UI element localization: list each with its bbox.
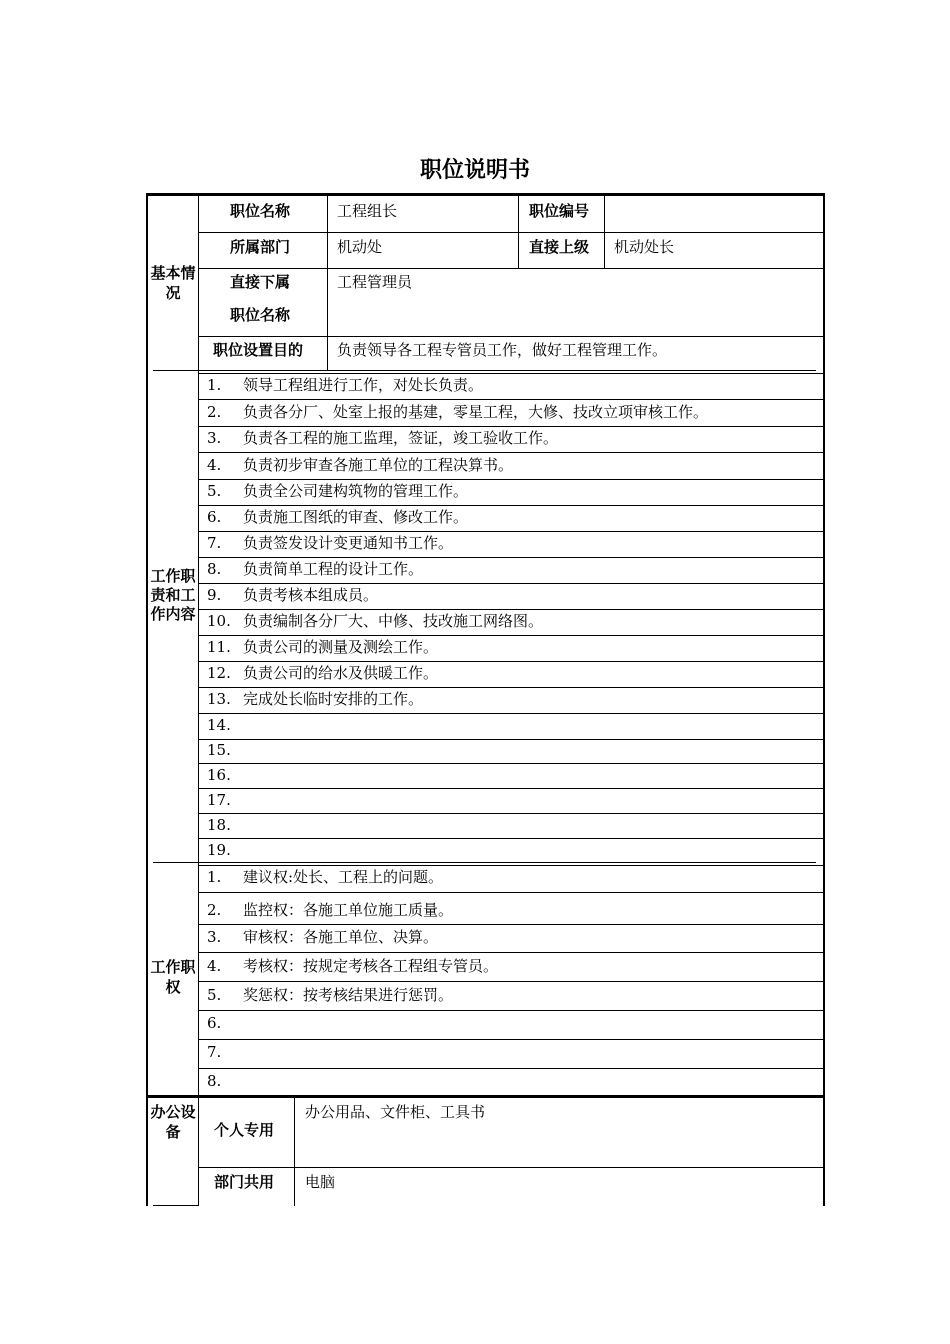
duty-item [207,481,468,501]
department-label: 所属部门 [230,238,291,256]
department-value: 机动处 [337,238,383,256]
duty-item [207,840,243,860]
row-divider [198,557,825,558]
row-divider [198,1039,825,1040]
duty-item [207,585,378,605]
row-divider [198,505,825,506]
section-bottom-line [153,1205,198,1206]
authority-item [207,956,498,976]
item-number: 4. [207,957,222,975]
authority-item [207,1071,243,1091]
section-divider-thick [146,1095,825,1098]
item-text: 负责编制各分厂大、中修、技改施工网络图。 [243,612,544,630]
authority-item [207,927,438,947]
row-divider [198,713,825,714]
row-divider [198,268,825,269]
row-divider [198,1167,825,1168]
authority-item [207,1013,243,1033]
item-number: 2. [207,403,222,421]
equipment-label-divider [294,1098,295,1206]
subordinate-label-2: 职位名称 [230,306,291,324]
item-number: 6. [207,508,222,526]
item-text: 负责简单工程的设计工作。 [243,560,424,578]
item-text: 负责初步审查各施工单位的工程决算书。 [243,456,514,474]
row-divider [198,865,825,866]
row-divider [198,635,825,636]
item-number: 9. [207,586,222,604]
row-divider [198,452,825,453]
row-divider [198,687,825,688]
row-divider [198,531,825,532]
row-divider [198,981,825,982]
item-text: 负责签发设计变更通知书工作。 [243,534,454,552]
row-divider [198,788,825,789]
section-label-equipment: 办公设备 [150,1103,196,1141]
page-title: 职位说明书 [419,158,530,183]
item-text: 负责各分厂、处室上报的基建，零星工程，大修、技改立项审核工作。 [243,403,709,421]
shared-equipment-label: 部门共用 [214,1173,275,1191]
item-number: 6. [207,1014,222,1032]
item-text: 监控权：各施工单位施工质量。 [243,901,454,919]
supervisor-value: 机动处长 [614,238,675,256]
authority-item [207,1042,243,1062]
item-number: 8. [207,560,222,578]
row-divider [198,479,825,480]
section-column-divider [198,195,199,1206]
item-text: 建议权:处长、工程上的问题。 [243,868,444,886]
section-label-authority: 工作职权 [150,958,196,996]
row-divider [198,232,825,233]
duty-item [207,765,243,785]
authority-item [207,867,443,887]
duty-item [207,375,483,395]
item-number: 16. [207,766,231,784]
basic-label-divider [327,196,328,370]
duty-item [207,455,513,475]
item-text: 完成处长临时安排的工作。 [243,690,424,708]
duty-item [207,559,423,579]
row-divider [198,763,825,764]
purpose-value: 负责领导各工程专管员工作，做好工程管理工作。 [337,341,668,359]
section-label-duties: 工作职责和工作内容 [150,567,196,623]
item-text: 负责考核本组成员。 [243,586,379,604]
row-divider [198,1010,825,1011]
item-text: 奖惩权：按考核结果进行惩罚。 [243,986,454,1004]
item-text: 考核权：按规定考核各工程组专管员。 [243,957,499,975]
duty-item [207,611,543,631]
purpose-label: 职位设置目的 [213,341,304,359]
supervisor-label: 直接上级 [529,238,590,256]
row-divider [198,426,825,427]
duty-item [207,689,423,709]
item-number: 12. [207,664,231,682]
item-number: 13. [207,690,231,708]
item-text: 负责各工程的施工监理，签证，竣工验收工作。 [243,429,559,447]
duty-item [207,507,468,527]
row-divider [198,1068,825,1069]
section-divider [153,862,816,863]
item-number: 19. [207,841,231,859]
item-number: 5. [207,986,222,1004]
item-text: 审核权：各施工单位、决算。 [243,928,439,946]
item-number: 7. [207,1043,222,1061]
subordinate-label: 直接下属 [230,273,291,291]
item-number: 1. [207,376,222,394]
row-divider [198,661,825,662]
item-text: 负责公司的测量及测绘工作。 [243,638,439,656]
duty-item [207,637,438,657]
row-divider [198,373,825,374]
duty-item [207,663,438,683]
subordinate-value: 工程管理员 [337,273,413,291]
shared-equipment-value: 电脑 [305,1173,336,1191]
duty-item [207,533,453,553]
authority-item [207,900,453,920]
row-divider [198,813,825,814]
row-divider [198,583,825,584]
row-divider [198,739,825,740]
row-divider [198,924,825,925]
section-divider [153,370,816,371]
item-text: 负责全公司建构筑物的管理工作。 [243,482,469,500]
item-text: 负责施工图纸的审查、修改工作。 [243,508,469,526]
section-label-basic: 基本情况 [150,264,196,302]
item-number: 7. [207,534,222,552]
item-number: 11. [207,638,231,656]
item-number: 3. [207,928,222,946]
authority-item [207,985,453,1005]
duty-item [207,815,243,835]
position-code-label: 职位编号 [529,202,590,220]
item-text: 负责公司的给水及供暖工作。 [243,664,439,682]
item-number: 2. [207,901,222,919]
item-number: 18. [207,816,231,834]
item-number: 10. [207,612,231,630]
duty-item [207,740,243,760]
item-number: 15. [207,741,231,759]
duty-item [207,715,243,735]
item-number: 8. [207,1072,222,1090]
item-number: 14. [207,716,231,734]
row-divider [198,892,825,893]
row-divider [198,952,825,953]
item-text: 领导工程组进行工作，对处长负责。 [243,376,484,394]
personal-equipment-value: 办公用品、文件柜、工具书 [305,1103,486,1121]
duty-item [207,428,558,448]
item-number: 17. [207,791,231,809]
personal-equipment-label: 个人专用 [214,1121,275,1139]
position-name-value: 工程组长 [337,202,398,220]
duty-item [207,402,708,422]
row-divider [198,399,825,400]
item-number: 1. [207,868,222,886]
item-number: 3. [207,429,222,447]
duty-item [207,790,243,810]
position-name-label: 职位名称 [230,202,291,220]
item-number: 4. [207,456,222,474]
item-number: 5. [207,482,222,500]
row-divider [198,336,825,337]
row-divider [198,609,825,610]
row-divider [198,838,825,839]
